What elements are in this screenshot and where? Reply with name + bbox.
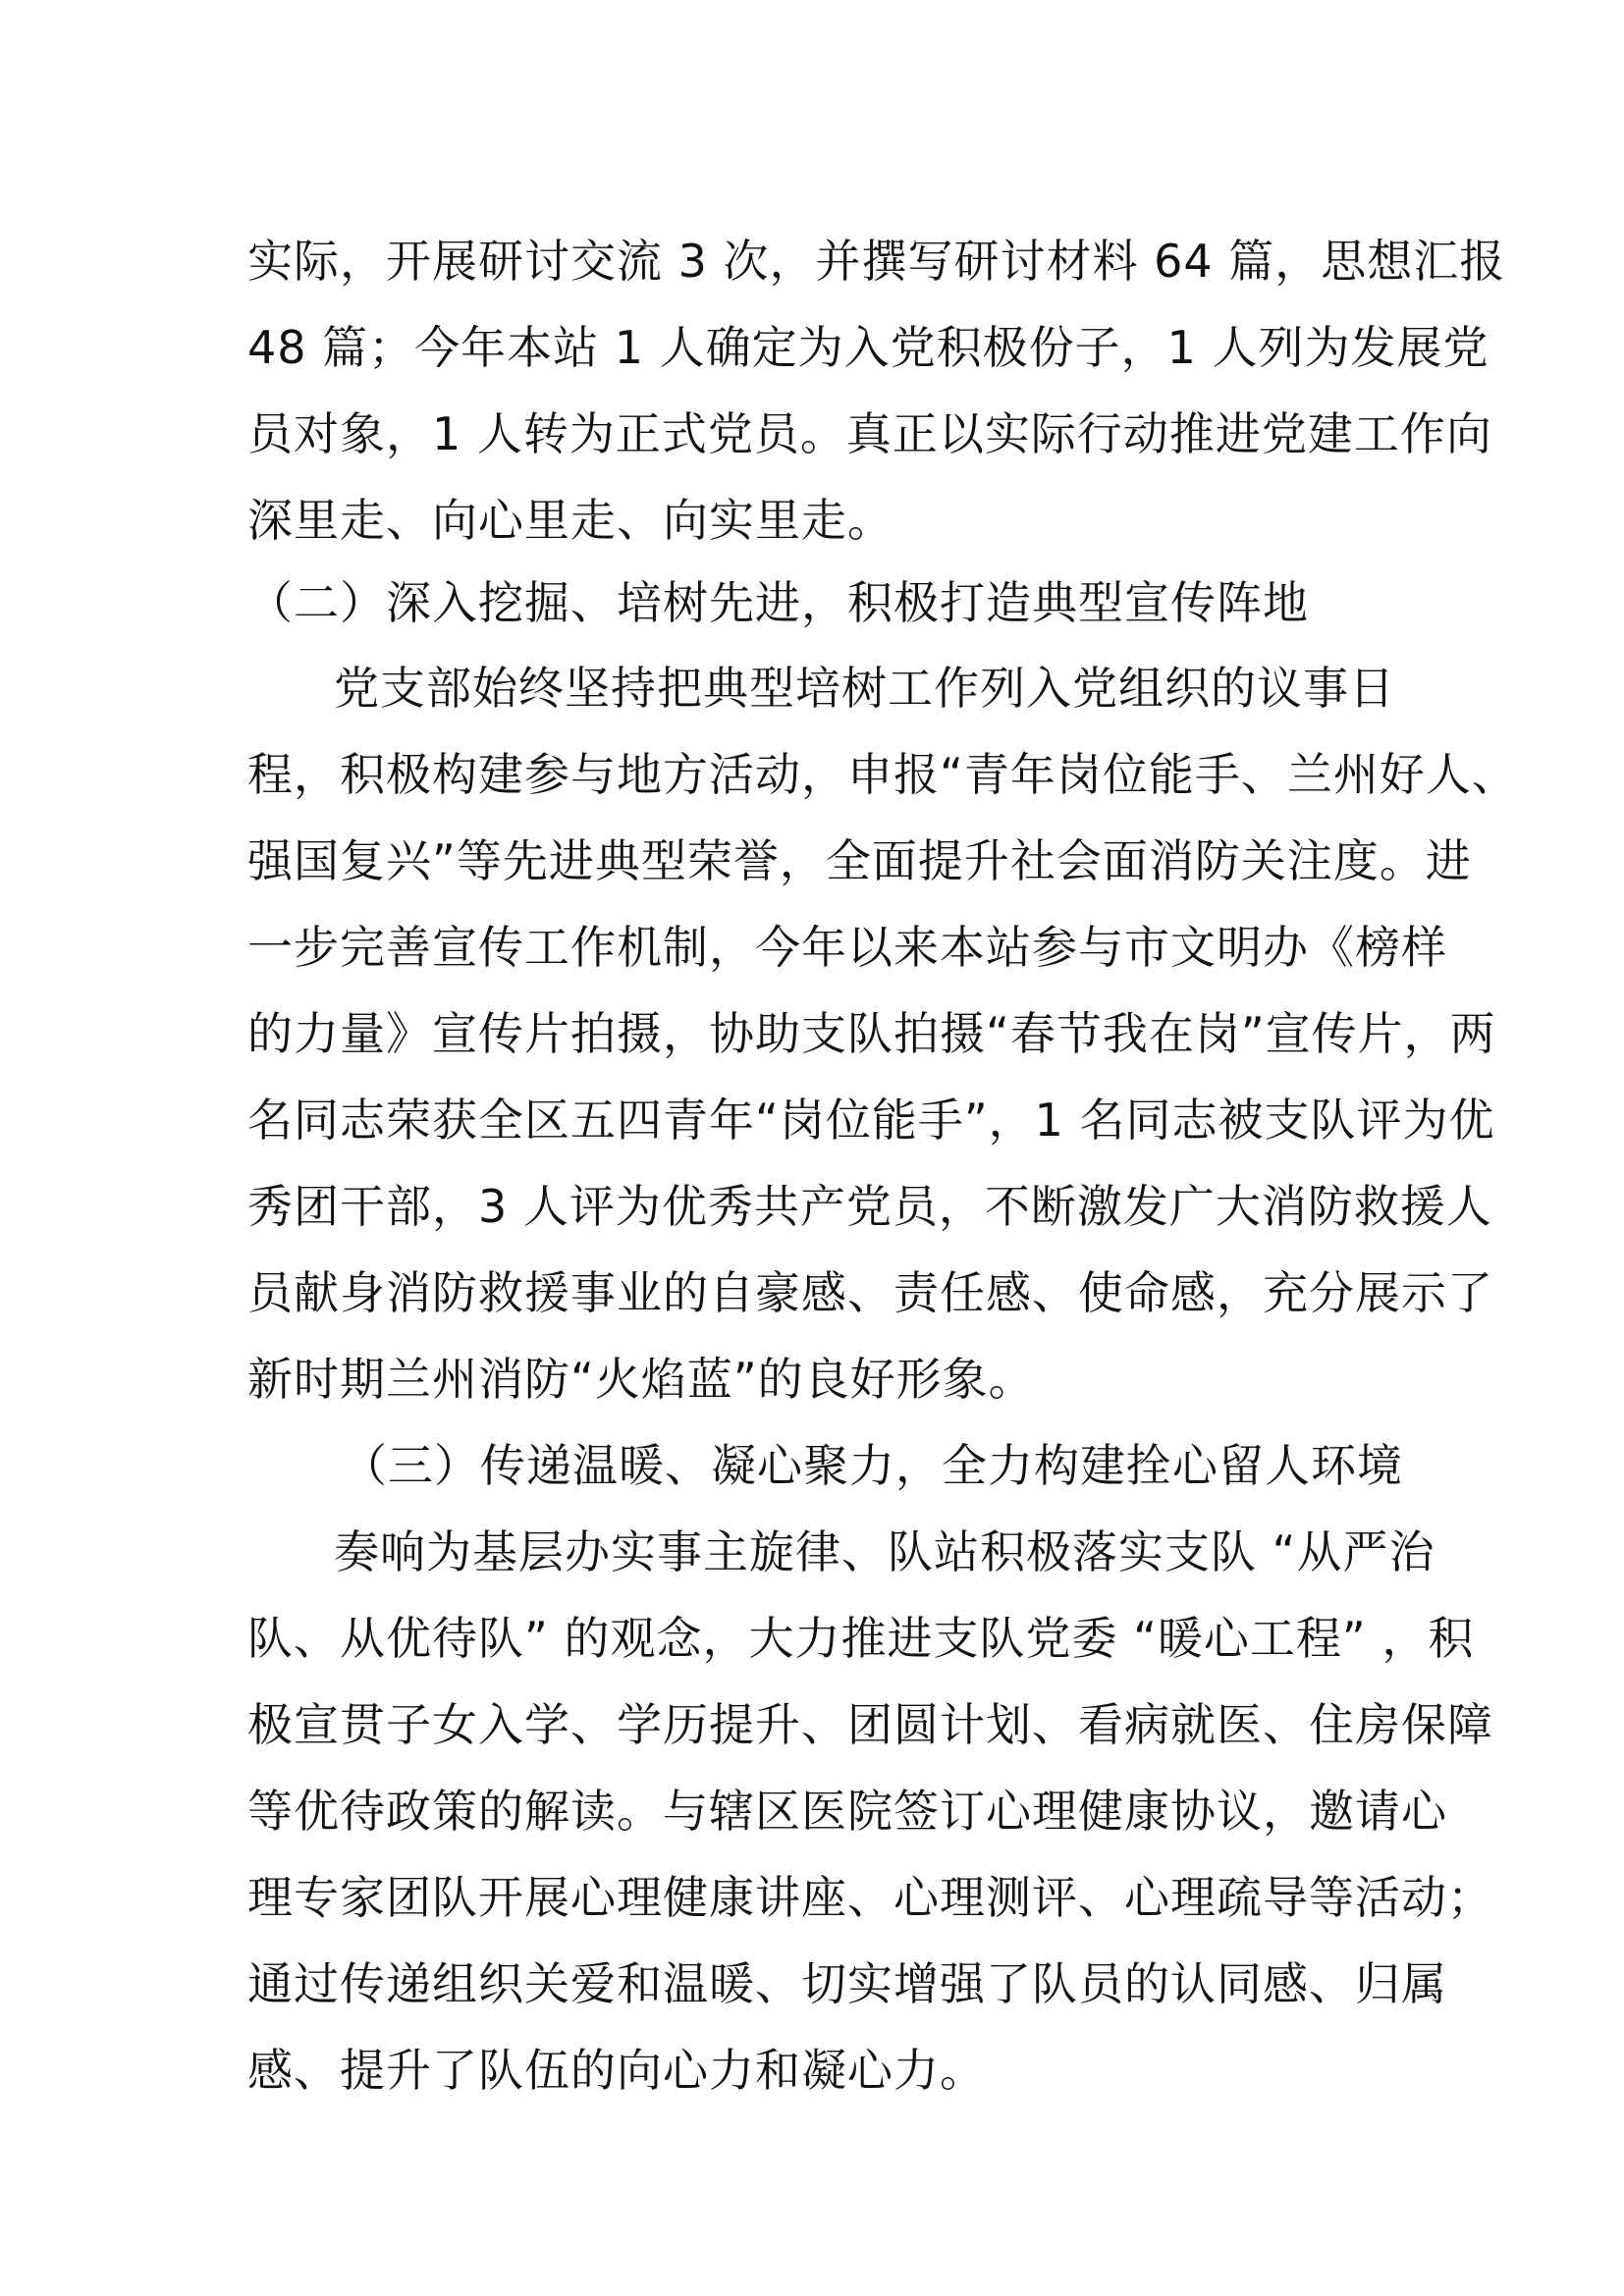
paragraph-line: 队、从优待队” 的观念，大力推进支队党委 “暖心工程” ，积 xyxy=(247,1612,1475,1665)
section-heading: （二）深入挖掘、培树先进，积极打造典型宣传阵地 xyxy=(247,576,1309,629)
paragraph-line: 48 篇；今年本站 1 人确定为入党积极份子，1 人列为发展党 xyxy=(247,321,1489,374)
paragraph-line: 党支部始终坚持把典型培树工作列入党组织的议事日 xyxy=(334,662,1395,715)
paragraph-line: 等优待政策的解读。与辖区医院签订心理健康协议，邀请心 xyxy=(247,1785,1447,1838)
paragraph-line: 极宣贯子女入学、学历提升、团圆计划、看病就医、住房保障 xyxy=(247,1698,1493,1751)
paragraph-line: 强国复兴”等先进典型荣誉，全面提升社会面消防关注度。进 xyxy=(247,834,1472,887)
paragraph-line: 程，积极构建参与地方活动，申报“青年岗位能手、兰州好人、 xyxy=(247,748,1518,801)
paragraph-line: 一步完善宣传工作机制，今年以来本站参与市文明办《榜样 xyxy=(247,921,1447,974)
paragraph-line: 秀团干部，3 人评为优秀共产党员，不断激发广大消防救援人 xyxy=(247,1180,1492,1233)
paragraph-line: 深里走、向心里走、向实里走。 xyxy=(247,494,893,547)
paragraph-line: 员献身消防救援事业的自豪感、责任感、使命感，充分展示了 xyxy=(247,1266,1493,1319)
paragraph-line: 实际，开展研讨交流 3 次，并撰写研讨材料 64 篇，思想汇报 xyxy=(247,235,1506,288)
paragraph-line: 奏响为基层办实事主旋律、队站积极落实支队 “从严治 xyxy=(334,1525,1435,1578)
paragraph-line: 新时期兰州消防“火焰蓝”的良好形象。 xyxy=(247,1353,1035,1406)
paragraph-line: 名同志荣获全区五四青年“岗位能手”，1 名同志被支队评为优 xyxy=(247,1094,1495,1147)
paragraph-line: 员对象，1 人转为正式党员。真正以实际行动推进党建工作向 xyxy=(247,407,1492,460)
paragraph-line: 的力量》宣传片拍摄，协助支队拍摄“春节我在岗”宣传片，两 xyxy=(247,1007,1496,1060)
paragraph-line: 通过传递组织关爱和温暖、切实增强了队员的认同感、归属 xyxy=(247,1957,1447,2010)
paragraph-line: 感、提升了队伍的向心力和凝心力。 xyxy=(247,2044,986,2097)
section-heading: （三）传递温暖、凝心聚力，全力构建拴心留人环境 xyxy=(342,1439,1403,1492)
paragraph-line: 理专家团队开展心理健康讲座、心理测评、心理疏导等活动； xyxy=(247,1871,1493,1924)
